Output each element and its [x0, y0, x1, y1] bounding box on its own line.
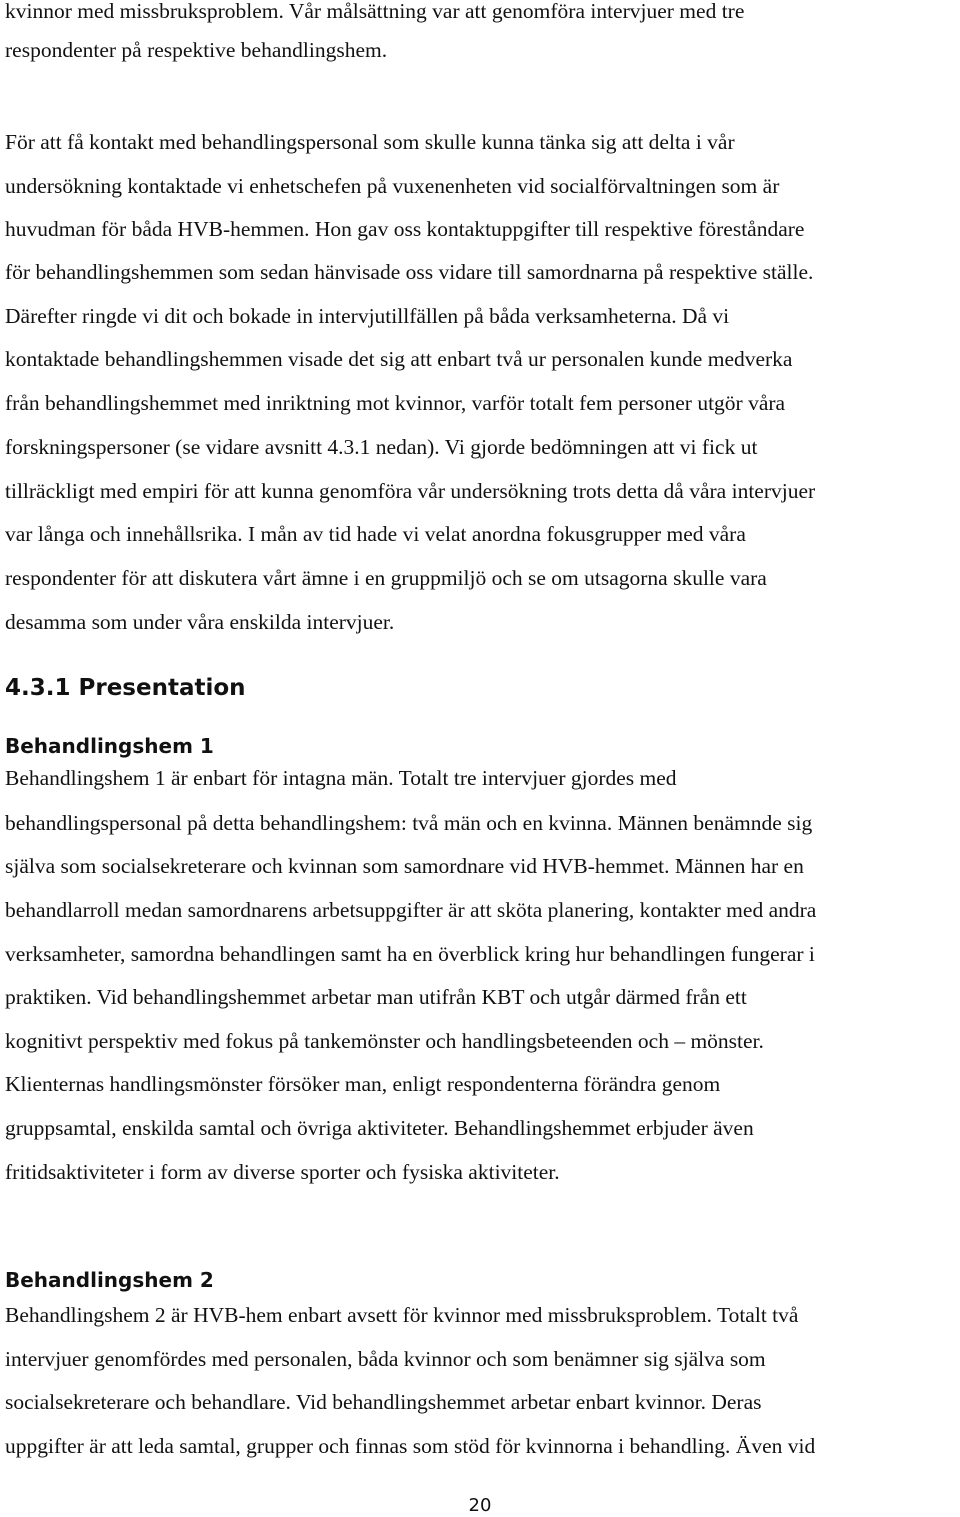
paragraph-line: intervjuer genomfördes med personalen, båda kvinnor och som benämner sig själva som: [5, 1347, 766, 1371]
paragraph-line: tillräckligt med empiri för att kunna genomföra vår undersökning trots detta då våra intervjuer: [5, 479, 816, 503]
paragraph-line: kognitivt perspektiv med fokus på tankemönster och handlingsbeteenden och – mönster.: [5, 1029, 764, 1053]
paragraph-line: socialsekreterare och behandlare. Vid behandlingshemmet arbetar enbart kvinnor. Deras: [5, 1390, 762, 1414]
paragraph-line: behandlingspersonal på detta behandlingshem: två män och en kvinna. Männen benämnde sig: [5, 811, 813, 835]
paragraph-line: respondenter på respektive behandlingshem.: [5, 38, 388, 62]
section-heading: 4.3.1 Presentation: [5, 675, 246, 701]
paragraph-line: Behandlingshem 2 är HVB-hem enbart avsett för kvinnor med missbruksproblem. Totalt två: [5, 1303, 799, 1327]
paragraph-line: Därefter ringde vi dit och bokade in intervjutillfällen på båda verksamheterna. Då vi: [5, 304, 730, 328]
paragraph-line: respondenter för att diskutera vårt ämne i en gruppmiljö och se om utsagorna skulle vara: [5, 566, 767, 590]
paragraph-line: behandlarroll medan samordnarens arbetsuppgifter är att sköta planering, kontakter med andra: [5, 898, 817, 922]
paragraph-line: var långa och innehållsrika. I mån av tid hade vi velat anordna fokusgrupper med våra: [5, 522, 746, 546]
subsection-heading: Behandlingshem 1: [5, 734, 214, 758]
page-number: 20: [468, 1495, 492, 1516]
paragraph-line: verksamheter, samordna behandlingen samt ha en överblick kring hur behandlingen fungerar i: [5, 942, 815, 966]
paragraph-line: undersökning kontaktade vi enhetschefen på vuxenenheten vid socialförvaltningen som är: [5, 174, 780, 198]
paragraph-line: för behandlingshemmen som sedan hänvisade oss vidare till samordnarna på respektive ställe.: [5, 260, 814, 284]
paragraph-line: uppgifter är att leda samtal, grupper och finnas som stöd för kvinnorna i behandling. Även vid: [5, 1434, 816, 1458]
paragraph-line: från behandlingshemmet med inriktning mot kvinnor, varför totalt fem personer utgör våra: [5, 391, 786, 415]
paragraph-line: gruppsamtal, enskilda samtal och övriga aktiviteter. Behandlingshemmet erbjuder även: [5, 1116, 754, 1140]
paragraph-line: desamma som under våra enskilda intervjuer.: [5, 610, 395, 634]
subsection-heading: Behandlingshem 2: [5, 1268, 214, 1292]
paragraph-line: kvinnor med missbruksproblem. Vår målsättning var att genomföra intervjuer med tre: [5, 0, 745, 23]
paragraph-line: huvudman för båda HVB-hemmen. Hon gav oss kontaktuppgifter till respektive föreståndare: [5, 217, 805, 241]
paragraph-line: För att få kontakt med behandlingspersonal som skulle kunna tänka sig att delta i vår: [5, 130, 735, 154]
paragraph-line: praktiken. Vid behandlingshemmet arbetar man utifrån KBT och utgår därmed från ett: [5, 985, 747, 1009]
paragraph-line: forskningspersoner (se vidare avsnitt 4.3.1 nedan). Vi gjorde bedömningen att vi fick ut: [5, 435, 758, 459]
paragraph-line: Klienternas handlingsmönster försöker man, enligt respondenterna förändra genom: [5, 1072, 721, 1096]
paragraph-line: själva som socialsekreterare och kvinnan som samordnare vid HVB-hemmet. Männen har en: [5, 854, 804, 878]
paragraph-line: Behandlingshem 1 är enbart för intagna män. Totalt tre intervjuer gjordes med: [5, 766, 677, 790]
paragraph-line: fritidsaktiviteter i form av diverse sporter och fysiska aktiviteter.: [5, 1160, 560, 1184]
paragraph-line: kontaktade behandlingshemmen visade det sig att enbart två ur personalen kunde medverka: [5, 347, 793, 371]
